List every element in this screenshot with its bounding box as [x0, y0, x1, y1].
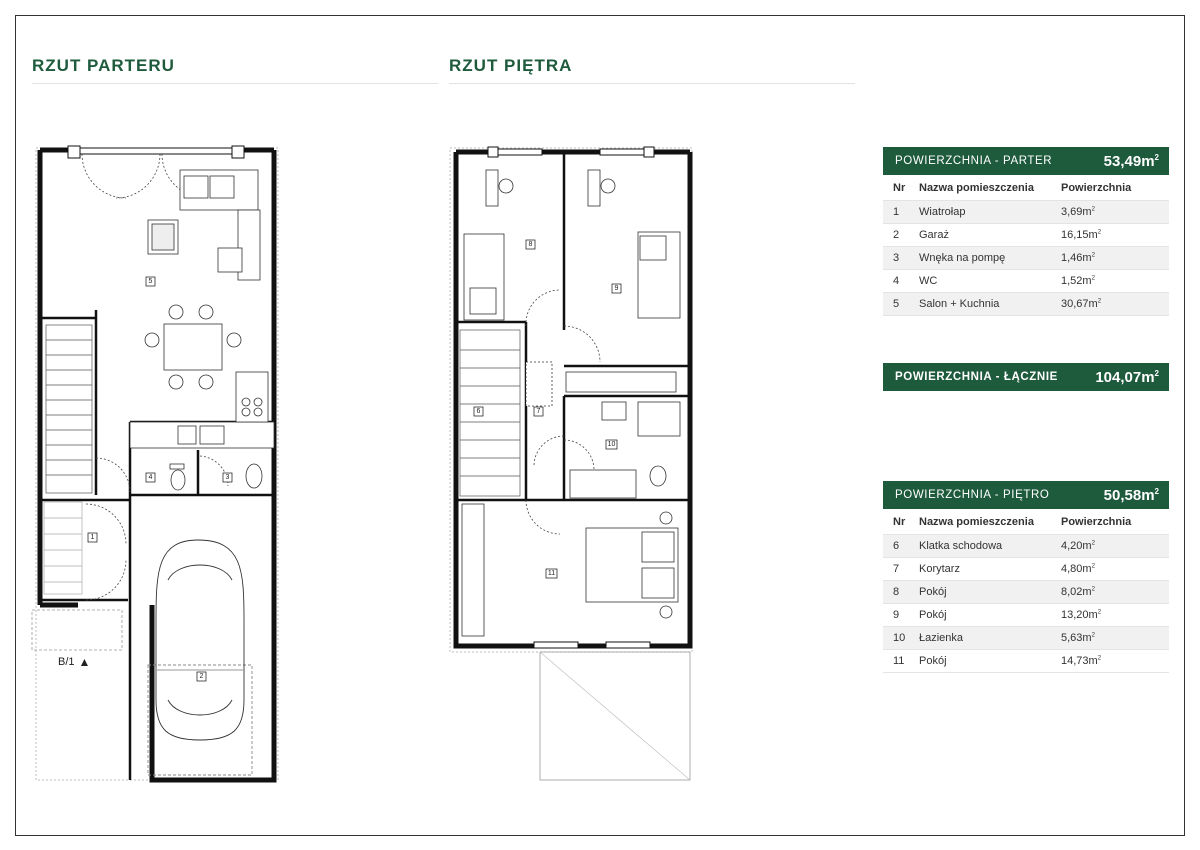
row-nr: 11	[893, 655, 905, 667]
row-nr: 1	[893, 206, 900, 218]
table-header-row	[883, 175, 1169, 201]
room-number-10: 10	[607, 441, 616, 448]
row-nr: 6	[893, 540, 900, 552]
row-area: $14,73m^2$	[1061, 655, 1102, 667]
row-nr: 5	[893, 298, 900, 310]
row-nr: 4	[893, 275, 900, 287]
total-area-title: POWIERZCHNIA - ŁĄCZNIE	[895, 371, 1058, 383]
first-heading-rule	[449, 83, 855, 84]
row-name: Wnęka na pompę	[919, 252, 1006, 264]
room-number-3: 3	[225, 474, 230, 481]
table-row	[883, 604, 1169, 627]
table-row	[883, 581, 1169, 604]
first-floor-area-table	[883, 481, 1169, 673]
room-number-2: 2	[199, 673, 204, 680]
table-row	[883, 627, 1169, 650]
first-area-total: $50,58m^2$	[1103, 486, 1159, 504]
row-name: Korytarz	[919, 563, 960, 575]
total-area-bar	[883, 363, 1169, 391]
room-number-6: 6	[476, 408, 481, 415]
row-name: Garaż	[919, 229, 949, 241]
entrance-label: B/1	[58, 656, 75, 668]
row-area: $13,20m^2$	[1061, 609, 1102, 621]
row-nr: 3	[893, 252, 900, 264]
row-area: $4,20m^2$	[1061, 540, 1095, 552]
table-row	[883, 224, 1169, 247]
row-nr: 10	[893, 632, 906, 644]
column-header-nr: Nr	[893, 181, 906, 194]
row-area: $30,67m^2$	[1061, 298, 1102, 310]
row-nr: 7	[893, 563, 900, 575]
row-name: Wiatrołap	[919, 206, 966, 218]
room-number-1: 1	[90, 534, 95, 541]
column-header-name: Nazwa pomieszczenia	[919, 515, 1034, 528]
table-row	[883, 558, 1169, 581]
first-area-header	[883, 481, 1169, 509]
row-name: WC	[919, 275, 938, 287]
row-name: Łazienka	[919, 632, 964, 644]
column-header-name: Nazwa pomieszczenia	[919, 181, 1034, 194]
row-name: Klatka schodowa	[919, 540, 1003, 552]
ground-heading-rule	[32, 83, 438, 84]
row-area: $1,52m^2$	[1061, 275, 1095, 287]
ground-floor-heading: RZUT PARTERU	[32, 56, 175, 75]
row-nr: 2	[893, 229, 900, 241]
ground-floor-plan	[28, 140, 288, 790]
first-floor-heading: RZUT PIĘTRA	[449, 56, 573, 75]
table-row	[883, 650, 1169, 673]
table-header-row	[883, 509, 1169, 535]
row-nr: 8	[893, 586, 900, 598]
row-area: $3,69m^2$	[1061, 206, 1095, 218]
row-name: Pokój	[919, 655, 947, 667]
row-name: Pokój	[919, 586, 947, 598]
room-number-5: 5	[148, 278, 153, 285]
room-number-7: 7	[536, 408, 541, 415]
entrance-marker	[58, 655, 90, 669]
table-row	[883, 535, 1169, 558]
row-name: Pokój	[919, 609, 947, 621]
row-nr: 9	[893, 609, 900, 621]
room-number-9: 9	[614, 285, 619, 292]
ground-area-total: $53,49m^2$	[1103, 152, 1159, 170]
room-number-4: 4	[148, 474, 153, 481]
row-area: $16,15m^2$	[1061, 229, 1102, 241]
table-row	[883, 293, 1169, 316]
ground-floor-area-table	[883, 147, 1169, 316]
row-area: $4,80m^2$	[1061, 563, 1095, 575]
room-number-8: 8	[528, 241, 533, 248]
ground-area-header	[883, 147, 1169, 175]
ground-area-title: POWIERZCHNIA - PARTER	[895, 155, 1053, 167]
row-area: $8,02m^2$	[1061, 586, 1095, 598]
arrow-up-icon: ▲	[78, 655, 91, 669]
row-name: Salon + Kuchnia	[919, 298, 1000, 310]
first-floor-plan	[446, 140, 696, 785]
room-number-11: 11	[547, 570, 556, 577]
column-header-area: Powierzchnia	[1061, 515, 1132, 528]
table-row	[883, 201, 1169, 224]
first-area-title: POWIERZCHNIA - PIĘTRO	[895, 489, 1050, 501]
table-row	[883, 247, 1169, 270]
column-header-nr: Nr	[893, 515, 906, 528]
row-area: $1,46m^2$	[1061, 252, 1095, 264]
total-area-value: $104,07m^2$	[1095, 368, 1159, 386]
row-area: $5,63m^2$	[1061, 632, 1095, 644]
table-row	[883, 270, 1169, 293]
column-header-area: Powierzchnia	[1061, 181, 1132, 194]
